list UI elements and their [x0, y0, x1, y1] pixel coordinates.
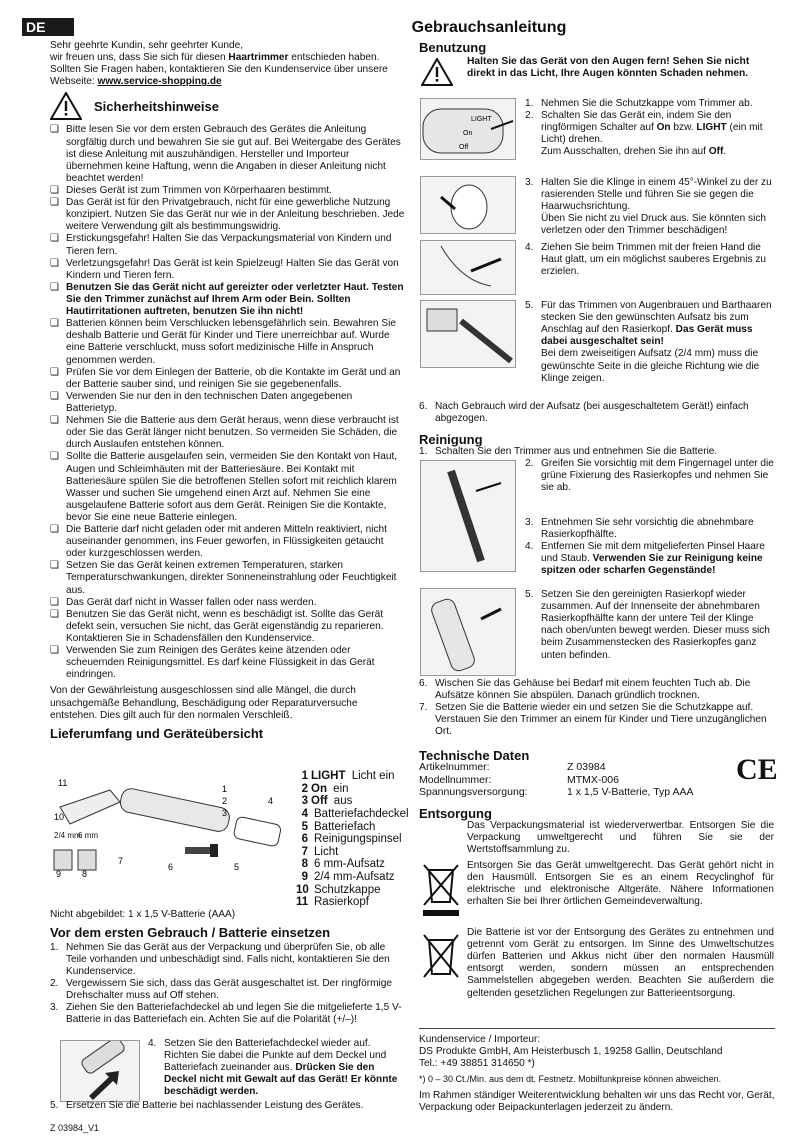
usage-step-6: 6. Nach Gebrauch wird der Aufsatz (bei ausgeschaltetem Gerät!) einfach abgezogen.	[419, 401, 749, 425]
website-link[interactable]: www.service-shopping.de	[97, 76, 222, 88]
contact-disclaimer: Im Rahmen ständiger Weiterentwicklung behalten wir uns das Recht vor, Gerät, Verpackung oder Beipackunterlagen jederzeit zu ändern.	[419, 1090, 775, 1114]
page-title: Gebrauchsanleitung	[411, 19, 567, 36]
face-trimming-image	[420, 176, 516, 234]
part-item: 3 Off aus	[301, 795, 353, 808]
greeting: Sehr geehrte Kundin, sehr geehrter Kunde,	[50, 40, 244, 51]
fig-label: 3	[222, 808, 228, 818]
part-item: 9 2/4 mm-Aufsatz	[301, 871, 395, 884]
tech-title: Technische Daten	[419, 748, 530, 763]
part-item: 6 Reinigungspinsel	[301, 833, 402, 846]
fig-label: 7	[118, 856, 124, 866]
safety-item: ❏ Benutzen Sie das Gerät nicht auf gereizter oder verletzter Haut. Testen Sie den Trimmer zunächst auf Ihrem Arm oder Bein. Sollten Hautirritationen auftreten, benutzen Sie ihn nicht!	[50, 282, 406, 318]
fig-label: 9	[56, 869, 62, 879]
safety-item: ❏ Erstickungsgefahr! Halten Sie das Verpackungsmaterial von Kindern und Tieren fern.	[50, 233, 406, 257]
tech-table	[419, 761, 693, 799]
brush-cleaning-image	[420, 588, 516, 676]
fig-mm-24: 2/4 mm	[54, 831, 81, 840]
safety-list	[50, 124, 406, 681]
head-removal-image	[420, 460, 516, 572]
contact-footnote: *) 0 – 30 Ct./Min. aus dem dt. Festnetz. Mobilfunkpreise können abweichen.	[419, 1074, 722, 1085]
first-use-section	[50, 909, 406, 1026]
part-item: 2 On ein	[301, 782, 349, 795]
disposal-battery: Die Batterie ist vor der Entsorgung des Gerätes zu entnehmen und getrennt vom Gerät zu entsorgen. Im Sinne des Umweltschutzes dürfen Batterien und Akkus nicht über den normalen Hausmüll entsorgt werden, sondern müssen an entsprechenden Sammelstellen abgegeben werden. Beachten Sie außerdem die geltenden gesetzlichen Regelungen zur Batterieentsorgung.	[467, 927, 774, 999]
parts-list	[296, 770, 416, 909]
part-item: 11 Rasierkopf	[296, 896, 369, 909]
part-item: 10 Schutzkappe	[296, 883, 381, 896]
safety-item: ❏ Dieses Gerät ist zum Trimmen von Körperhaaren bestimmt.	[50, 185, 406, 197]
product-name: Haartrimmer	[228, 52, 289, 64]
part-item: 4 Batteriefachdeckel	[301, 807, 409, 820]
battery-bin-icon	[421, 930, 461, 980]
safety-item: ❏ Benutzen Sie das Gerät nicht, wenn es beschädigt ist. Sollte das Gerät defekt sein, versuchen Sie nicht, das Gerät eigenständig zu reparieren. Kontaktieren Sie in Schadensfällen den Kundenservice.	[50, 609, 406, 645]
safety-item: ❏ Verwenden Sie nur den in den technischen Daten angegebenen Batterietyp.	[50, 391, 406, 415]
skin-tight-image	[420, 240, 516, 295]
cleaning-steps-6-7: 6. Wischen Sie das Gehäuse bei Bedarf mit einem feuchten Tuch ab. Die Aufsätze können Sie abspülen. Danach gründlich trocknen. 7. Setzen Sie die Batterie wieder ein und setzen Sie die Schutzkappe auf. Verstauen Sie den Trimmer an einem für Kinder und Tiere unzugänglichen Ort.	[419, 678, 767, 738]
ce-mark: CE	[736, 753, 778, 786]
part-item: 8 6 mm-Aufsatz	[301, 858, 385, 871]
warning-icon	[50, 92, 82, 120]
usage-step-5: 5. Für das Trimmen von Augenbrauen und Barthaaren stecken Sie den gewünschten Aufsatz bis zum Anschlag auf den Rasierkopf. Das Gerät muss dabei ausgeschaltet sein! Bei dem zweiseitigen Aufsatz (2/4 mm) muss die gewünschte Seite in die gleiche Richtung wie die Klinge zeigen.	[525, 300, 772, 384]
safety-item: ❏ Bitte lesen Sie vor dem ersten Gebrauch des Gerätes die Anleitung sorgfältig durch und bewahren Sie sie gut auf. Bei Weitergabe des Gerätes ist diese Anleitung mit auszuhändigen. Hersteller und Importeur übernehmen keine Haftung, wenn die Angaben in dieser Anleitung nicht beachtet werden!	[50, 124, 406, 185]
safety-item: ❏ Batterien können beim Verschlucken lebensgefährlich sein. Bewahren Sie deshalb Batterie und Gerät für Kinder und Tiere unerreichbar auf. Wurde eine Batterie verschluckt, muss sofort medizinische Hilfe in Anspruch genommen werden.	[50, 318, 406, 366]
fig-light-label: LIGHT	[471, 116, 492, 123]
divider	[419, 1028, 775, 1029]
disposal-title: Entsorgung	[419, 806, 492, 821]
usage-title: Benutzung	[419, 40, 487, 55]
cleaning-step-2: 2. Greifen Sie vorsichtig mit dem Fingernagel unter die grüne Fixierung des Rasierkopfes und nehmen Sie sie ab.	[525, 458, 774, 494]
safety-item: ❏ Verwenden Sie zum Reinigen des Gerätes keine ätzenden oder scheuernden Reinigungsmittel. Es darf keine Flüssigkeit in das Gerät eindringen.	[50, 645, 406, 681]
safety-item: ❏ Setzen Sie das Gerät keinen extremen Temperaturen, starken Temperaturschwankungen, direkter Sonneneinstrahlung oder Feuchtigkeit aus.	[50, 560, 406, 596]
doc-code: Z 03984_V1	[50, 1123, 100, 1133]
tech-row: Artikelnummer: Z 03984	[419, 761, 606, 773]
warning-icon	[421, 58, 453, 86]
scope-title: Lieferumfang und Geräteübersicht	[50, 725, 264, 741]
part-item: 1 LIGHT Licht ein	[301, 770, 395, 782]
fig-mm-6: 6 mm	[78, 831, 98, 840]
first-use-step: 3. Ziehen Sie den Batteriefachdeckel ab und legen Sie die mitgelieferte 1,5 V-Batterie in das Batteriefach ein. Achten Sie auf die Polarität (+/–)!	[50, 1002, 402, 1026]
safety-item: ❏ Verletzungsgefahr! Das Gerät ist kein Spielzeug! Halten Sie das Gerät von Kindern und Tieren fern.	[50, 258, 406, 282]
device-overview-figure	[50, 772, 290, 907]
safety-item: ❏ Sollte die Batterie ausgelaufen sein, vermeiden Sie den Kontakt von Haut, Augen und Schleimhäuten mit der Batteriesäure. Bei Kontakt mit Batteriesäure spülen Sie die betroffenen Stellen sofort mit reichlich klarem Wasser und suchen Sie umgehend einen Arzt auf. Nehmen Sie eine ausgelaufene Batterie sofort aus dem Gerät. Reinigen Sie die Kontakte, bevor Sie eine neue Batterie einlegen.	[50, 451, 406, 524]
cleaning-step-1: 1. Schalten Sie den Trimmer aus und entnehmen Sie die Batterie.	[419, 446, 718, 457]
safety-header	[50, 92, 406, 120]
disposal-packaging: Das Verpackungsmaterial ist wiederverwertbar. Entsorgen Sie die Verpackung umweltgerecht und führen Sie sie der Wertstoffsammlung zu.	[467, 820, 774, 856]
fig-off-label: Off	[459, 144, 469, 151]
intro-text: wir freuen uns, dass Sie sich für diesen Haartrimmer entschieden haben. Sollten Sie Fragen haben, kontaktieren Sie den Kundenservice über unsere Webseite: www.service-shopping.de	[50, 52, 388, 88]
fig-label: 6	[168, 862, 174, 872]
part-item: 7 Licht	[301, 845, 339, 858]
safety-title: Sicherheitshinweise	[94, 99, 219, 115]
disposal-device: Entsorgen Sie das Gerät umweltgerecht. Das Gerät gehört nicht in den Hausmüll. Entsorgen Sie es an einem Recyclinghof für elektrische und elektronische Altgeräte. Nähere Informationen erhalten Sie bei Ihrer örtlichen Gemeindeverwaltung.	[467, 860, 774, 908]
tech-row: Spannungsversorgung: 1 x 1,5 V-Batterie, Typ AAA	[419, 786, 694, 799]
fig-label: 10	[54, 812, 65, 822]
contact-phone: Tel.: +49 38851 314650 *)	[419, 1058, 535, 1070]
not-shown-note: Nicht abgebildet: 1 x 1,5 V-Batterie (AAA)	[50, 909, 236, 920]
trimmer-diagram	[50, 772, 290, 907]
first-use-step: 1. Nehmen Sie das Gerät aus der Verpackung und überprüfen Sie, ob alle Teile vorhanden und unbeschädigt sind. Falls nicht, kontaktieren Sie den Kundenservice.	[50, 941, 390, 977]
left-column	[50, 40, 406, 742]
cleaning-step-5: 5. Setzen Sie den gereinigten Rasierkopf wieder zusammen. Auf der Innenseite der abnehmbaren Rasierkopfhälfte kann der untere Teil der Klinge nach oben/unten bewegt werden. Dieser muss sich beim Zusammenstecken des Rasierkopfes ganz unten befinden.	[525, 589, 770, 661]
contact-address: DS Produkte GmbH, Am Heisterbusch 1, 19258 Gallin, Deutschland	[419, 1046, 723, 1058]
first-use-step: 2. Vergewissern Sie sich, dass das Gerät ausgeschaltet ist. Der ringförmige Drehschalter muss auf Off stehen.	[50, 978, 392, 1002]
cleaning-steps-3-4: 3. Entnehmen Sie sehr vorsichtig die abnehmbare Rasierkopfhälfte. 4. Entfernen Sie mit dem mitgelieferten Pinsel Haare und Staub. Verwenden Sie zur Reinigung keine spitzen oder scharfen Gegenstände!	[525, 517, 765, 577]
fig-label: 4	[268, 796, 274, 806]
tech-row: Modellnummer: MTMX-006	[419, 773, 619, 786]
first-use-steps	[50, 942, 406, 1027]
contact-heading: Kundenservice / Importeur:	[419, 1034, 541, 1045]
weee-bin-icon	[421, 860, 461, 918]
warranty-text: Von der Gewährleistung ausgeschlossen sind alle Mängel, die durch unsachgemäße Behandlung, Beschädigung oder Reparaturversuche entstehen. Dies gilt auch für den normalen Verschleiß.	[50, 685, 358, 721]
intro	[50, 40, 406, 88]
attachment-image	[420, 300, 516, 368]
safety-item: ❏ Die Batterie darf nicht geladen oder mit anderen Mitteln reaktiviert, nicht auseinander genommen, ins Feuer geworfen, in Flüssigkeiten getaucht oder kurzgeschlossen werden.	[50, 524, 406, 560]
fig-label: 5	[234, 862, 240, 872]
switch-image	[420, 98, 516, 160]
battery-insert-image	[60, 1040, 140, 1102]
first-use-step5: 5. Ersetzen Sie die Batterie bei nachlassender Leistung des Gerätes.	[50, 1100, 364, 1111]
usage-step-4: 4. Ziehen Sie beim Trimmen mit der freien Hand die Haut glatt, um ein möglichst sauberes Ergebnis zu erzielen.	[525, 242, 766, 278]
usage-warning: Halten Sie das Gerät von den Augen fern! Sehen Sie nicht direkt in das Licht, Ihre Augen könnten Schaden nehmen.	[467, 56, 750, 80]
fig-label: 2	[222, 796, 228, 806]
fig-label: 11	[58, 778, 68, 788]
cleaning-title: Reinigung	[419, 432, 483, 447]
first-use-step4: 4. Setzen Sie den Batteriefachdeckel wieder auf. Richten Sie dabei die Punkte auf dem Deckel und Batteriefach zueinander aus. Drücken Sie den Deckel nicht mit Gewalt auf das Gerät! Er könnte beschädigt werden.	[148, 1038, 398, 1098]
safety-item: ❏ Das Gerät darf nicht in Wasser fallen oder nass werden.	[50, 597, 406, 609]
first-use-title: Vor dem ersten Gebrauch / Batterie einsetzen	[50, 925, 331, 941]
safety-item: ❏ Das Gerät ist für den Privatgebrauch, nicht für eine gewerbliche Nutzung konzipiert. Nutzen Sie das Gerät nur wie in der Anleitung beschrieben. Jede weitere Verwendung gilt als bestimmungswidrig.	[50, 197, 406, 233]
language-badge: DE	[22, 18, 74, 36]
part-item: 5 Batteriefach	[301, 820, 376, 833]
fig-on-label: On	[463, 130, 473, 137]
fig-label: 1	[222, 784, 228, 794]
contact-block	[419, 1034, 779, 1114]
fig-label: 8	[82, 869, 88, 879]
usage-step-3: 3. Halten Sie die Klinge in einem 45°-Winkel zu der zu rasierenden Stelle und führen Sie sie gegen die Haarwuchsrichtung. Üben Sie nicht zu viel Druck aus. Sie könnten sich verletzen oder den Trimmer beschädigen!	[525, 177, 772, 237]
safety-item: ❏ Nehmen Sie die Batterie aus dem Gerät heraus, wenn diese verbraucht ist oder Sie das Gerät länger nicht benutzen. So vermeiden Sie Schäden, die durch Auslaufen entstehen können.	[50, 415, 406, 451]
usage-steps-1-2: 1. Nehmen Sie die Schutzkappe vom Trimmer ab. 2. Schalten Sie das Gerät ein, indem Sie den ringförmigen Schalter auf On bzw. LIGHT (ein mit Licht) drehen. Zum Ausschalten, drehen Sie ihn auf Off.	[525, 98, 763, 158]
safety-item: ❏ Prüfen Sie vor dem Einlegen der Batterie, ob die Kontakte im Gerät und an der Batterie sauber sind, und reinigen Sie sie gegebenenfalls.	[50, 367, 406, 391]
